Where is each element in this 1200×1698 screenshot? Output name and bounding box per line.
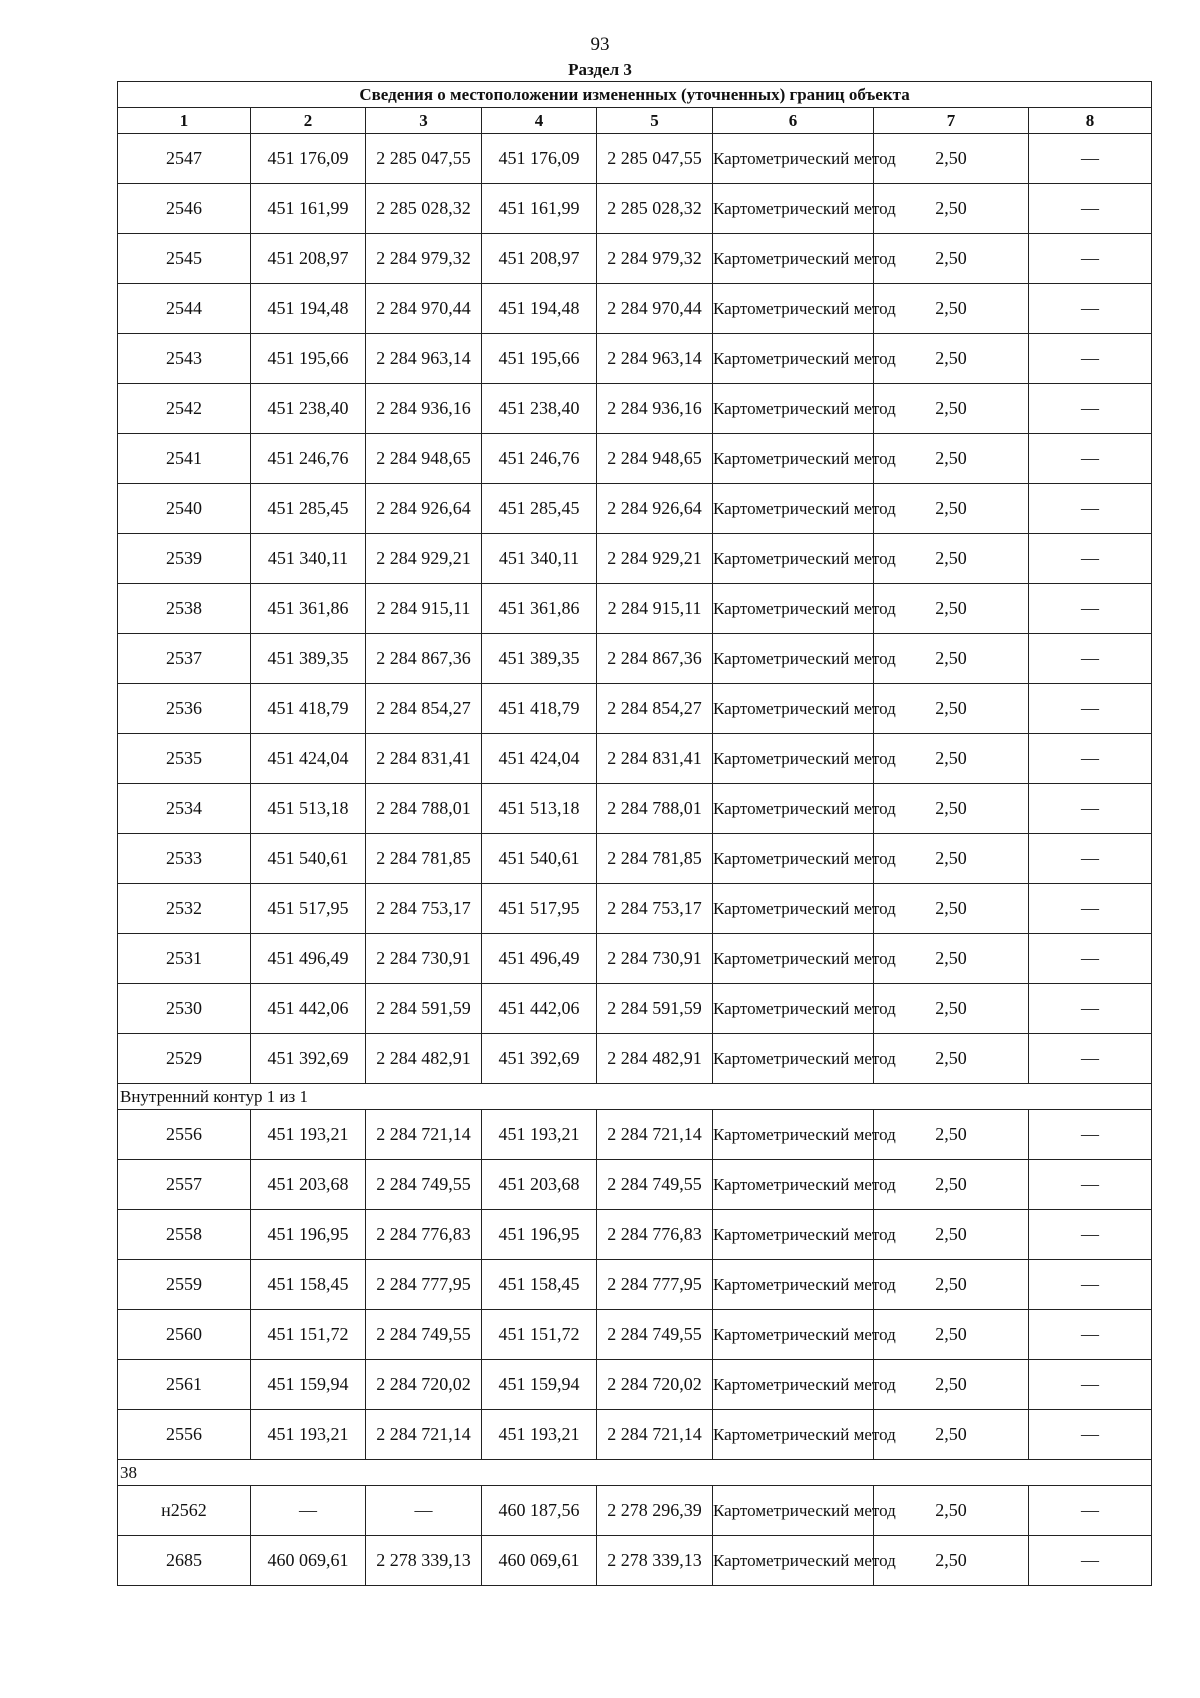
cell-col-2: 451 389,35	[251, 634, 366, 684]
cell-col-3: 2 284 781,85	[366, 834, 482, 884]
table-body	[118, 134, 1152, 1586]
cell-col-4: 451 389,35	[482, 634, 597, 684]
cell-col-2: 451 176,09	[251, 134, 366, 184]
cell-col-2: 451 392,69	[251, 1034, 366, 1084]
cell-col-2: 451 517,95	[251, 884, 366, 934]
cell-col-2: 451 161,99	[251, 184, 366, 234]
cell-col-3: 2 284 776,83	[366, 1210, 482, 1260]
cell-col-4: 451 424,04	[482, 734, 597, 784]
cell-col-3: 2 278 339,13	[366, 1536, 482, 1586]
cell-col-1: 2556	[118, 1410, 251, 1460]
method-cell: Картометрический метод	[713, 184, 874, 234]
table-row	[118, 1360, 1152, 1410]
cell-col-7: 2,50	[874, 1034, 1029, 1084]
cell-col-1: 2560	[118, 1310, 251, 1360]
cell-col-4: 451 540,61	[482, 834, 597, 884]
cell-col-5: 2 284 963,14	[597, 334, 713, 384]
section-heading-row	[118, 1084, 1152, 1110]
cell-col-7: 2,50	[874, 334, 1029, 384]
table-row	[118, 1260, 1152, 1310]
cell-col-5: 2 284 753,17	[597, 884, 713, 934]
cell-col-7: 2,50	[874, 934, 1029, 984]
table-row	[118, 734, 1152, 784]
table-row	[118, 1410, 1152, 1460]
method-cell: Картометрический метод	[713, 1410, 874, 1460]
cell-col-1: 2556	[118, 1110, 251, 1160]
cell-col-5: 2 284 721,14	[597, 1410, 713, 1460]
cell-col-7: 2,50	[874, 834, 1029, 884]
empty-dash-cell: —	[1029, 834, 1152, 884]
empty-dash-cell: —	[1029, 1486, 1152, 1536]
cell-col-3: 2 284 749,55	[366, 1160, 482, 1210]
column-number-8: 8	[1029, 108, 1152, 134]
method-cell: Картометрический метод	[713, 1034, 874, 1084]
table-row	[118, 134, 1152, 184]
cell-col-2: 451 238,40	[251, 384, 366, 434]
cell-col-2: 451 513,18	[251, 784, 366, 834]
cell-col-3: 2 284 482,91	[366, 1034, 482, 1084]
method-cell: Картометрический метод	[713, 884, 874, 934]
empty-dash-cell: —	[1029, 934, 1152, 984]
cell-col-7: 2,50	[874, 1536, 1029, 1586]
table-row	[118, 984, 1152, 1034]
cell-col-1: 2529	[118, 1034, 251, 1084]
cell-col-1: 2542	[118, 384, 251, 434]
cell-col-5: 2 284 854,27	[597, 684, 713, 734]
section-heading: Внутренний контур 1 из 1	[118, 1084, 1152, 1110]
cell-col-1: 2535	[118, 734, 251, 784]
empty-dash-cell: —	[1029, 1160, 1152, 1210]
table-row	[118, 684, 1152, 734]
method-cell: Картометрический метод	[713, 684, 874, 734]
cell-col-1: 2534	[118, 784, 251, 834]
cell-col-1: 2536	[118, 684, 251, 734]
method-cell: Картометрический метод	[713, 1260, 874, 1310]
cell-col-4: 460 187,56	[482, 1486, 597, 1536]
method-cell: Картометрический метод	[713, 784, 874, 834]
empty-dash-cell: —	[1029, 1360, 1152, 1410]
cell-col-3: 2 284 749,55	[366, 1310, 482, 1360]
cell-col-1: 2685	[118, 1536, 251, 1586]
cell-col-1: н2562	[118, 1486, 251, 1536]
method-cell: Картометрический метод	[713, 484, 874, 534]
method-cell: Картометрический метод	[713, 634, 874, 684]
cell-col-5: 2 284 936,16	[597, 384, 713, 434]
cell-col-3: 2 284 854,27	[366, 684, 482, 734]
cell-col-7: 2,50	[874, 384, 1029, 434]
cell-col-7: 2,50	[874, 634, 1029, 684]
cell-col-7: 2,50	[874, 484, 1029, 534]
method-cell: Картометрический метод	[713, 434, 874, 484]
cell-col-1: 2547	[118, 134, 251, 184]
cell-col-2: 451 442,06	[251, 984, 366, 1034]
cell-col-4: 451 151,72	[482, 1310, 597, 1360]
cell-col-2: 451 208,97	[251, 234, 366, 284]
cell-col-4: 451 392,69	[482, 1034, 597, 1084]
table-row	[118, 1034, 1152, 1084]
cell-col-5: 2 284 915,11	[597, 584, 713, 634]
section-title: Раздел 3	[568, 60, 632, 79]
empty-dash-cell: —	[366, 1486, 482, 1536]
cell-col-5: 2 284 948,65	[597, 434, 713, 484]
cell-col-3: 2 284 753,17	[366, 884, 482, 934]
cell-col-3: 2 284 936,16	[366, 384, 482, 434]
empty-dash-cell: —	[1029, 734, 1152, 784]
cell-col-2: 451 203,68	[251, 1160, 366, 1210]
cell-col-2: 460 069,61	[251, 1536, 366, 1586]
cell-col-3: 2 284 867,36	[366, 634, 482, 684]
cell-col-7: 2,50	[874, 534, 1029, 584]
cell-col-7: 2,50	[874, 584, 1029, 634]
cell-col-4: 451 176,09	[482, 134, 597, 184]
cell-col-4: 451 361,86	[482, 584, 597, 634]
table-row	[118, 1486, 1152, 1536]
cell-col-7: 2,50	[874, 234, 1029, 284]
cell-col-4: 451 203,68	[482, 1160, 597, 1210]
cell-col-2: 451 361,86	[251, 584, 366, 634]
method-cell: Картометрический метод	[713, 934, 874, 984]
table-row	[118, 834, 1152, 884]
cell-col-4: 451 517,95	[482, 884, 597, 934]
cell-col-7: 2,50	[874, 734, 1029, 784]
empty-dash-cell: —	[1029, 184, 1152, 234]
cell-col-3: 2 285 028,32	[366, 184, 482, 234]
empty-dash-cell: —	[1029, 1110, 1152, 1160]
table-row	[118, 334, 1152, 384]
empty-dash-cell: —	[1029, 234, 1152, 284]
cell-col-7: 2,50	[874, 1210, 1029, 1260]
cell-col-7: 2,50	[874, 684, 1029, 734]
cell-col-3: 2 284 963,14	[366, 334, 482, 384]
cell-col-4: 451 194,48	[482, 284, 597, 334]
empty-dash-cell: —	[1029, 1210, 1152, 1260]
table-row	[118, 584, 1152, 634]
table-row	[118, 1160, 1152, 1210]
empty-dash-cell: —	[1029, 384, 1152, 434]
page-number: 93	[590, 34, 610, 55]
cell-col-4: 451 246,76	[482, 434, 597, 484]
cell-col-4: 451 513,18	[482, 784, 597, 834]
method-cell: Картометрический метод	[713, 1110, 874, 1160]
method-cell: Картометрический метод	[713, 734, 874, 784]
cell-col-7: 2,50	[874, 134, 1029, 184]
table-row	[118, 1536, 1152, 1586]
cell-col-5: 2 284 777,95	[597, 1260, 713, 1310]
cell-col-2: 451 195,66	[251, 334, 366, 384]
cell-col-4: 451 442,06	[482, 984, 597, 1034]
cell-col-3: 2 284 915,11	[366, 584, 482, 634]
table-row	[118, 484, 1152, 534]
cell-col-1: 2533	[118, 834, 251, 884]
table-row	[118, 934, 1152, 984]
method-cell: Картометрический метод	[713, 234, 874, 284]
table-row	[118, 1110, 1152, 1160]
cell-col-4: 451 195,66	[482, 334, 597, 384]
empty-dash-cell: —	[1029, 1034, 1152, 1084]
cell-col-2: 451 193,21	[251, 1110, 366, 1160]
empty-dash-cell: —	[1029, 1260, 1152, 1310]
table-row	[118, 384, 1152, 434]
cell-col-3: 2 284 721,14	[366, 1110, 482, 1160]
cell-col-7: 2,50	[874, 884, 1029, 934]
cell-col-2: 451 540,61	[251, 834, 366, 884]
empty-dash-cell: —	[1029, 1410, 1152, 1460]
section-heading-row	[118, 1460, 1152, 1486]
cell-col-7: 2,50	[874, 784, 1029, 834]
cell-col-2: 451 193,21	[251, 1410, 366, 1460]
column-number-6: 6	[713, 108, 874, 134]
cell-col-3: 2 284 730,91	[366, 934, 482, 984]
cell-col-5: 2 284 749,55	[597, 1310, 713, 1360]
table-row	[118, 1210, 1152, 1260]
cell-col-4: 451 196,95	[482, 1210, 597, 1260]
coordinates-table	[117, 81, 1152, 1586]
cell-col-7: 2,50	[874, 1110, 1029, 1160]
cell-col-5: 2 284 926,64	[597, 484, 713, 534]
cell-col-3: 2 284 970,44	[366, 284, 482, 334]
cell-col-2: 451 158,45	[251, 1260, 366, 1310]
cell-col-1: 2537	[118, 634, 251, 684]
empty-dash-cell: —	[251, 1486, 366, 1536]
empty-dash-cell: —	[1029, 634, 1152, 684]
method-cell: Картометрический метод	[713, 1486, 874, 1536]
cell-col-2: 451 159,94	[251, 1360, 366, 1410]
cell-col-5: 2 284 970,44	[597, 284, 713, 334]
cell-col-5: 2 284 776,83	[597, 1210, 713, 1260]
cell-col-1: 2530	[118, 984, 251, 1034]
cell-col-5: 2 284 721,14	[597, 1110, 713, 1160]
empty-dash-cell: —	[1029, 284, 1152, 334]
column-number-3: 3	[366, 108, 482, 134]
empty-dash-cell: —	[1029, 984, 1152, 1034]
cell-col-5: 2 284 929,21	[597, 534, 713, 584]
method-cell: Картометрический метод	[713, 1160, 874, 1210]
cell-col-4: 451 285,45	[482, 484, 597, 534]
cell-col-3: 2 284 721,14	[366, 1410, 482, 1460]
empty-dash-cell: —	[1029, 884, 1152, 934]
cell-col-5: 2 278 296,39	[597, 1486, 713, 1536]
cell-col-3: 2 284 926,64	[366, 484, 482, 534]
empty-dash-cell: —	[1029, 1310, 1152, 1360]
cell-col-5: 2 284 831,41	[597, 734, 713, 784]
cell-col-1: 2558	[118, 1210, 251, 1260]
empty-dash-cell: —	[1029, 434, 1152, 484]
cell-col-2: 451 496,49	[251, 934, 366, 984]
method-cell: Картометрический метод	[713, 134, 874, 184]
method-cell: Картометрический метод	[713, 834, 874, 884]
method-cell: Картометрический метод	[713, 1310, 874, 1360]
cell-col-3: 2 284 831,41	[366, 734, 482, 784]
cell-col-2: 451 246,76	[251, 434, 366, 484]
cell-col-1: 2545	[118, 234, 251, 284]
table-row	[118, 784, 1152, 834]
method-cell: Картометрический метод	[713, 584, 874, 634]
cell-col-1: 2532	[118, 884, 251, 934]
cell-col-3: 2 284 788,01	[366, 784, 482, 834]
cell-col-3: 2 284 979,32	[366, 234, 482, 284]
cell-col-4: 451 340,11	[482, 534, 597, 584]
cell-col-4: 451 208,97	[482, 234, 597, 284]
cell-col-1: 2539	[118, 534, 251, 584]
cell-col-4: 460 069,61	[482, 1536, 597, 1586]
cell-col-5: 2 284 788,01	[597, 784, 713, 834]
cell-col-5: 2 284 591,59	[597, 984, 713, 1034]
cell-col-4: 451 159,94	[482, 1360, 597, 1410]
cell-col-2: 451 424,04	[251, 734, 366, 784]
column-number-1: 1	[118, 108, 251, 134]
cell-col-5: 2 284 730,91	[597, 934, 713, 984]
cell-col-1: 2531	[118, 934, 251, 984]
cell-col-2: 451 340,11	[251, 534, 366, 584]
cell-col-2: 451 196,95	[251, 1210, 366, 1260]
cell-col-7: 2,50	[874, 284, 1029, 334]
column-number-row	[118, 108, 1152, 134]
empty-dash-cell: —	[1029, 584, 1152, 634]
column-number-2: 2	[251, 108, 366, 134]
cell-col-2: 451 194,48	[251, 284, 366, 334]
cell-col-1: 2540	[118, 484, 251, 534]
empty-dash-cell: —	[1029, 134, 1152, 184]
method-cell: Картометрический метод	[713, 534, 874, 584]
cell-col-1: 2546	[118, 184, 251, 234]
cell-col-4: 451 496,49	[482, 934, 597, 984]
cell-col-3: 2 284 777,95	[366, 1260, 482, 1310]
cell-col-7: 2,50	[874, 1310, 1029, 1360]
table-row	[118, 434, 1152, 484]
column-number-7: 7	[874, 108, 1029, 134]
cell-col-7: 2,50	[874, 1260, 1029, 1310]
empty-dash-cell: —	[1029, 784, 1152, 834]
cell-col-7: 2,50	[874, 1486, 1029, 1536]
cell-col-2: 451 151,72	[251, 1310, 366, 1360]
cell-col-3: 2 284 591,59	[366, 984, 482, 1034]
method-cell: Картометрический метод	[713, 284, 874, 334]
column-number-5: 5	[597, 108, 713, 134]
table-row	[118, 234, 1152, 284]
method-cell: Картометрический метод	[713, 1210, 874, 1260]
cell-col-5: 2 278 339,13	[597, 1536, 713, 1586]
method-cell: Картометрический метод	[713, 334, 874, 384]
cell-col-7: 2,50	[874, 1160, 1029, 1210]
empty-dash-cell: —	[1029, 684, 1152, 734]
cell-col-1: 2543	[118, 334, 251, 384]
cell-col-1: 2561	[118, 1360, 251, 1410]
empty-dash-cell: —	[1029, 334, 1152, 384]
method-cell: Картометрический метод	[713, 1536, 874, 1586]
empty-dash-cell: —	[1029, 534, 1152, 584]
method-cell: Картометрический метод	[713, 984, 874, 1034]
cell-col-5: 2 284 720,02	[597, 1360, 713, 1410]
cell-col-3: 2 284 929,21	[366, 534, 482, 584]
method-cell: Картометрический метод	[713, 1360, 874, 1410]
cell-col-4: 451 161,99	[482, 184, 597, 234]
cell-col-7: 2,50	[874, 984, 1029, 1034]
cell-col-2: 451 285,45	[251, 484, 366, 534]
cell-col-7: 2,50	[874, 1410, 1029, 1460]
table-row	[118, 284, 1152, 334]
cell-col-2: 451 418,79	[251, 684, 366, 734]
method-cell: Картометрический метод	[713, 384, 874, 434]
table-row	[118, 1310, 1152, 1360]
empty-dash-cell: —	[1029, 484, 1152, 534]
cell-col-7: 2,50	[874, 1360, 1029, 1410]
cell-col-5: 2 284 867,36	[597, 634, 713, 684]
cell-col-3: 2 284 948,65	[366, 434, 482, 484]
cell-col-7: 2,50	[874, 434, 1029, 484]
cell-col-5: 2 284 482,91	[597, 1034, 713, 1084]
column-number-4: 4	[482, 108, 597, 134]
table-caption: Сведения о местоположении измененных (уточненных) границ объекта	[118, 82, 1152, 108]
cell-col-5: 2 284 749,55	[597, 1160, 713, 1210]
cell-col-5: 2 285 047,55	[597, 134, 713, 184]
cell-col-4: 451 193,21	[482, 1410, 597, 1460]
cell-col-1: 2557	[118, 1160, 251, 1210]
cell-col-4: 451 238,40	[482, 384, 597, 434]
table-row	[118, 184, 1152, 234]
cell-col-7: 2,50	[874, 184, 1029, 234]
cell-col-1: 2541	[118, 434, 251, 484]
cell-col-1: 2544	[118, 284, 251, 334]
cell-col-1: 2538	[118, 584, 251, 634]
cell-col-4: 451 418,79	[482, 684, 597, 734]
table-row	[118, 884, 1152, 934]
cell-col-3: 2 285 047,55	[366, 134, 482, 184]
cell-col-4: 451 158,45	[482, 1260, 597, 1310]
cell-col-5: 2 285 028,32	[597, 184, 713, 234]
cell-col-5: 2 284 979,32	[597, 234, 713, 284]
cell-col-4: 451 193,21	[482, 1110, 597, 1160]
cell-col-1: 2559	[118, 1260, 251, 1310]
cell-col-5: 2 284 781,85	[597, 834, 713, 884]
cell-col-3: 2 284 720,02	[366, 1360, 482, 1410]
empty-dash-cell: —	[1029, 1536, 1152, 1586]
table-row	[118, 534, 1152, 584]
table-row	[118, 634, 1152, 684]
section-heading: 38	[118, 1460, 1152, 1486]
